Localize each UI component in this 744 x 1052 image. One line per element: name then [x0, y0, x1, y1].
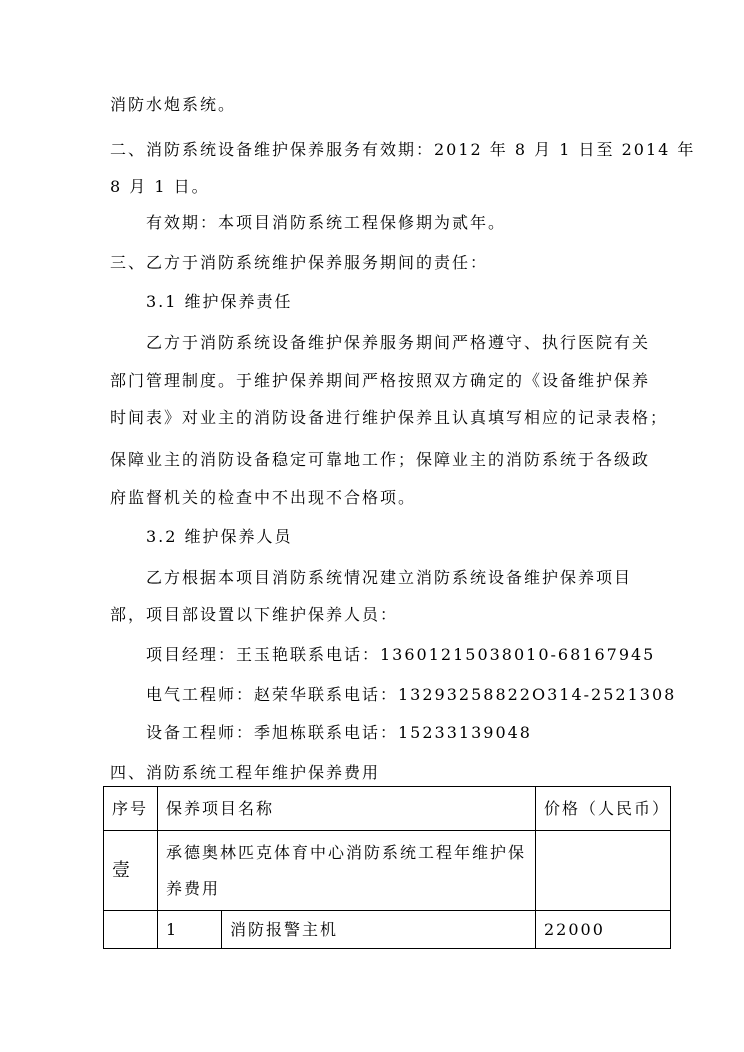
paragraph-line: 部，项目部设置以下维护保养人员：	[110, 605, 399, 624]
group-name-line: 养费用	[166, 878, 221, 898]
table-header-row	[104, 787, 671, 831]
table-row	[104, 911, 671, 949]
paragraph-line: 保障业主的消防设备稳定可靠地工作；保障业主的消防系统于各级政	[110, 450, 651, 469]
fee-table	[103, 786, 671, 949]
section-heading: 四、消防系统工程年维护保养费用	[110, 763, 381, 782]
group-name-line: 承德奥林匹克体育中心消防系统工程年维护保	[166, 842, 527, 862]
paragraph-line: 部门管理制度。于维护保养期间严格按照双方确定的《设备维护保养	[110, 371, 651, 390]
table-row	[104, 831, 671, 911]
paragraph-line: 有效期：本项目消防系统工程保修期为贰年。	[146, 213, 507, 232]
group-name	[158, 831, 536, 911]
row-no: 1	[158, 911, 222, 949]
group-no: 壹	[104, 831, 158, 911]
header-item-name: 保养项目名称	[158, 787, 536, 831]
section-heading: 三、乙方于消防系统维护保养服务期间的责任：	[110, 253, 489, 272]
paragraph-line: 乙方根据本项目消防系统情况建立消防系统设备维护保养项目	[146, 568, 633, 587]
row-price: 22000	[536, 911, 671, 949]
paragraph-line: 二、消防系统设备维护保养服务有效期：2012 年 8 月 1 日至 2014 年	[110, 140, 696, 159]
staff-line: 设备工程师：季旭栋联系电话：15233139048	[146, 723, 532, 742]
staff-line: 项目经理：王玉艳联系电话：13601215038010-68167945	[146, 645, 656, 664]
paragraph-line: 时间表》对业主的消防设备进行维护保养且认真填写相应的记录表格；	[110, 408, 669, 427]
header-no: 序号	[104, 787, 158, 831]
subsection-heading: 3.2 维护保养人员	[146, 527, 293, 546]
paragraph-line: 8 月 1 日。	[110, 177, 210, 196]
paragraph-line: 乙方于消防系统设备维护保养服务期间严格遵守、执行医院有关	[146, 333, 651, 352]
staff-line: 电气工程师：赵荣华联系电话：13293258822O314-2521308	[146, 685, 677, 704]
subsection-heading: 3.1 维护保养责任	[146, 292, 293, 311]
row-name: 消防报警主机	[222, 911, 536, 949]
empty-cell	[104, 911, 158, 949]
header-price: 价格（人民币）	[536, 787, 671, 831]
paragraph-line: 消防水炮系统。	[110, 95, 237, 114]
group-price	[536, 831, 671, 911]
paragraph-line: 府监督机关的检查中不出现不合格项。	[110, 488, 417, 507]
